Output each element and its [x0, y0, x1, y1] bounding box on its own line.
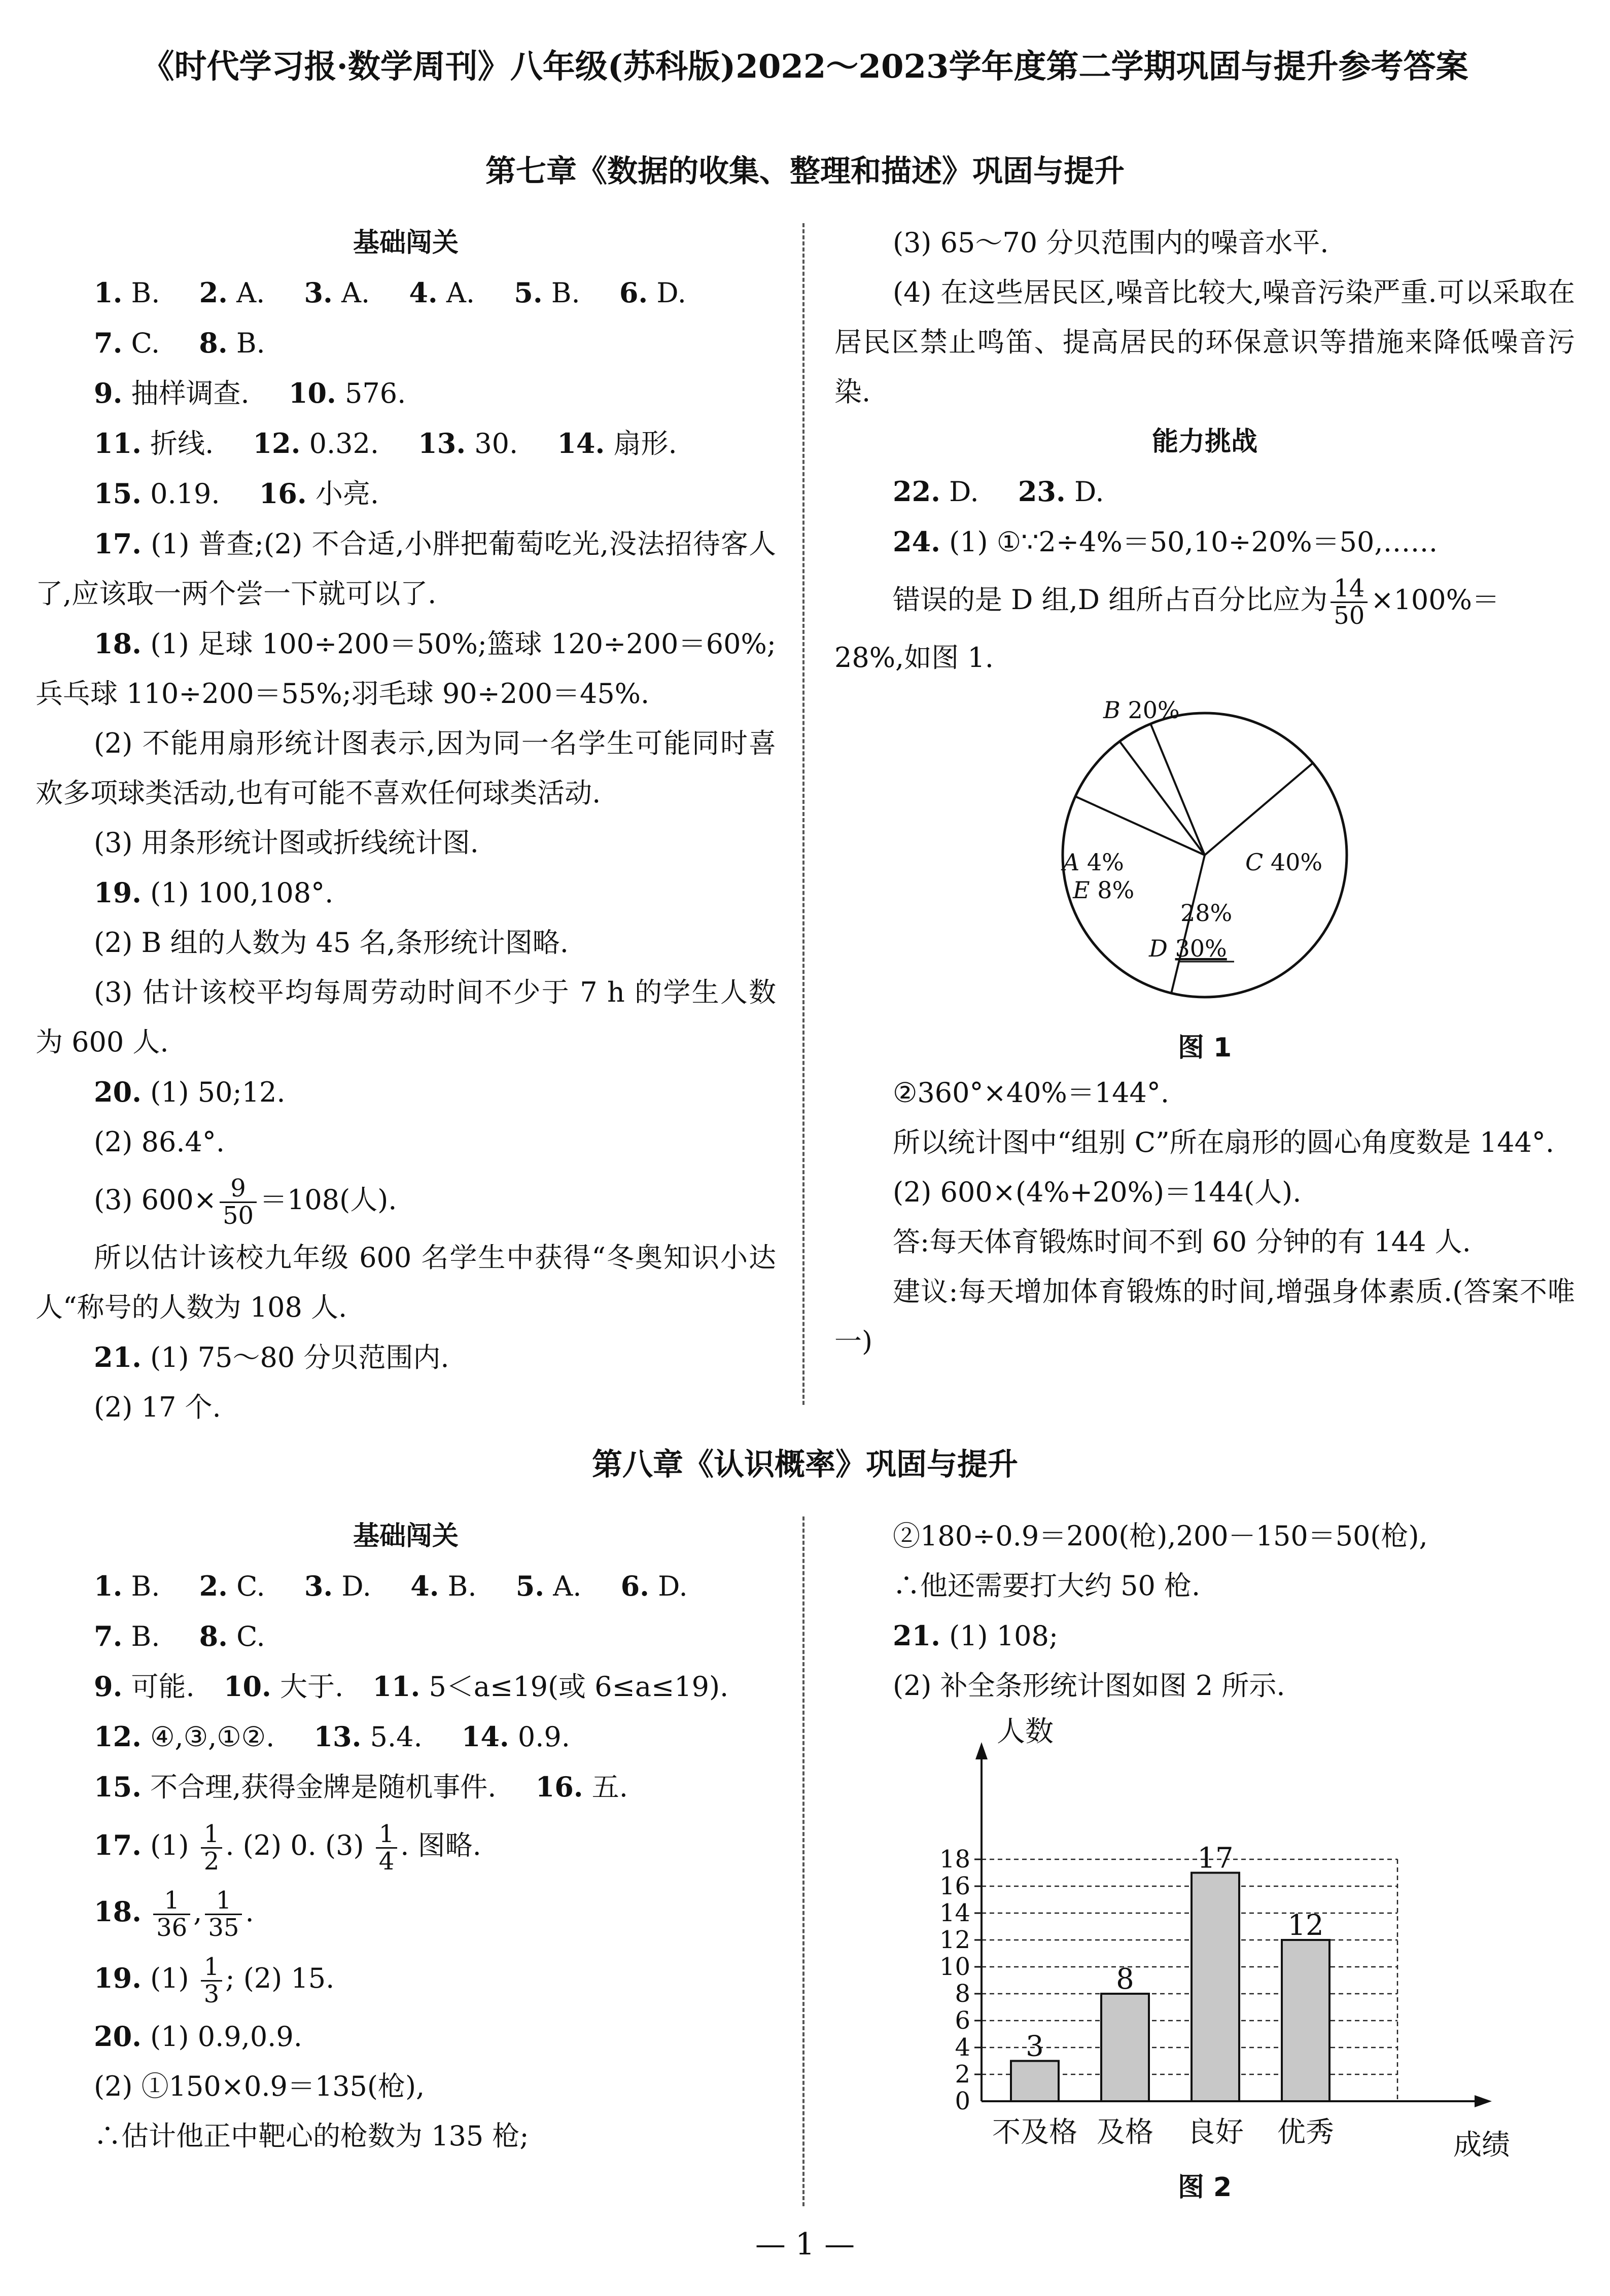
bar-chart — [834, 1711, 1575, 2167]
answer-21-1: 21. (1) 108; — [893, 1619, 1059, 1652]
answers-12-14: 12. ④,③,①②. 13. 5.4. 14. 0.9. — [94, 1720, 570, 1753]
answers-9-10: 9. 抽样调查. 10. 576. — [94, 377, 406, 409]
pie-label-d: D 30% — [1149, 935, 1227, 962]
answer-19-3: (3) 估计该校平均每周劳动时间不少于 7 h 的学生人数为 600 人. — [36, 976, 776, 1058]
answers-15-16: 15. 0.19. 16. 小亮. — [94, 477, 379, 510]
y-tick-label: 0 — [955, 2087, 970, 2115]
y-tick-label: 16 — [939, 1872, 970, 1900]
y-tick-label: 2 — [955, 2060, 970, 2089]
bar-2 — [1101, 1994, 1149, 2101]
pie-label-e: E 8% — [1073, 876, 1135, 904]
answer-20-5: ∴他还需要打大约 50 枪. — [893, 1570, 1201, 1602]
answers-22-23: 22. D. 23. D. — [893, 475, 1104, 508]
figure1-container — [834, 683, 1575, 1028]
answers-7-8: 7. C. 8. B. — [94, 327, 265, 359]
answers-15-16: 15. 不合理,获得金牌是随机事件. 16. 五. — [94, 1771, 628, 1803]
y-tick-label: 18 — [939, 1845, 970, 1874]
answer-18-3: (3) 用条形统计图或折线统计图. — [94, 827, 479, 859]
answer-21-3: (3) 65～70 分贝范围内的噪音水平. — [893, 227, 1329, 259]
answer-24-8: 建议:每天增加体育锻炼的时间,增强身体素质.(答案不唯一) — [834, 1276, 1575, 1357]
figure1-caption: 图 1 — [1177, 1033, 1232, 1063]
basic-heading: 基础闯关 — [353, 1521, 459, 1551]
answer-24-3: 28%,如图 1. — [834, 642, 994, 674]
answer-18: 18. $\frac{1}{36}$ , $\frac{1}{35}$ . — [94, 1886, 254, 1942]
answer-20-3: (3) 600× $\frac{9}{50}$ ＝108(人). — [94, 1174, 397, 1230]
y-axis-label: 人数 — [997, 1715, 1054, 1748]
chapter7-right-column — [834, 218, 1575, 1366]
answers-9-11: 9. 可能. 10. 大于. 11. 5＜a≤19(或 6≤a≤19). — [94, 1670, 729, 1703]
basic-heading: 基础闯关 — [353, 228, 459, 258]
x-axis-arrow — [1475, 2095, 1492, 2107]
answer-20-2: (2) ①150×0.9＝135(枪), — [94, 2070, 425, 2102]
page-number: — 1 — — [755, 2227, 855, 2262]
pie-label-b: B 20% — [1103, 696, 1180, 724]
answers-7-8: 7. B. 8. C. — [94, 1620, 265, 1652]
column-divider — [802, 223, 804, 1405]
answer-21-4: (4) 在这些居民区,噪音比较大,噪音污染严重.可以采取在居民区禁止鸣笛、提高居民的环保意识等措施来降低噪音污染. — [834, 276, 1575, 408]
x-tick-label: 不及格 — [992, 2116, 1077, 2149]
ability-heading: 能力挑战 — [1151, 427, 1257, 457]
answer-18-1: 18. (1) 足球 100÷200＝50%;篮球 120÷200＝60%;兵乓球 110÷200＝55%;羽毛球 90÷200＝45%. — [36, 627, 776, 710]
answer-17: 17. (1) $\frac{1}{2}$ . (2) 0. (3) $\frac{1}{4}$ . 图略. — [94, 1820, 481, 1876]
answer-21-2: (2) 补全条形统计图如图 2 所示. — [893, 1670, 1285, 1702]
fraction: $\frac{14}{50}$ — [1331, 576, 1368, 628]
y-tick-label: 8 — [955, 1980, 970, 2008]
x-tick-label: 优秀 — [1277, 2116, 1334, 2149]
answers-11-14: 11. 折线. 12. 0.32. 13. 30. 14. 扇形. — [94, 427, 677, 460]
answer-19: 19. (1) $\frac{1}{3}$ ; (2) 15. — [94, 1953, 335, 2008]
answer-21-2: (2) 17 个. — [94, 1391, 221, 1423]
answers-1-6: 1. B. 2. A. 3. A. 4. A. 5. B. 6. D. — [94, 276, 686, 309]
answer-20-1: 20. (1) 50;12. — [94, 1076, 286, 1108]
answer-18-2: (2) 不能用扇形统计图表示,因为同一名学生可能同时喜欢多项球类活动,也有可能不喜欢任何球类活动. — [36, 727, 776, 809]
answer-24-2: 错误的是 D 组,D 组所占百分比应为 $\frac{14}{50}$ ×100%＝ — [893, 574, 1499, 630]
bar-3 — [1192, 1873, 1239, 2102]
y-tick-label: 12 — [939, 1926, 970, 1954]
x-tick-label: 及格 — [1097, 2116, 1153, 2149]
fraction: $\frac{1}{35}$ — [205, 1888, 242, 1940]
page-title: 《时代学习报·数学周刊》八年级(苏科版)2022～2023学年度第二学期巩固与提升参考答案 — [142, 48, 1468, 86]
x-axis-label: 成绩 — [1453, 2129, 1510, 2162]
chapter7-left-column — [36, 218, 776, 1432]
bar-4 — [1282, 1940, 1329, 2101]
chapter8-right-column — [834, 1511, 1575, 2208]
y-tick-label: 4 — [955, 2033, 970, 2062]
answer-19-1: 19. (1) 100,108°. — [94, 876, 334, 909]
answer-20-3: ∴估计他正中靶心的枪数为 135 枪; — [94, 2120, 529, 2152]
x-tick-label: 良好 — [1187, 2116, 1244, 2149]
bar-value-label: 3 — [1026, 2030, 1044, 2063]
pie-label-c: C 40% — [1245, 849, 1323, 876]
fraction: $\frac{1}{36}$ — [153, 1888, 190, 1940]
fraction: $\frac{1}{4}$ — [376, 1821, 398, 1874]
column-divider — [802, 1516, 804, 2206]
y-tick-label: 10 — [939, 1953, 970, 1981]
bar-1 — [1011, 2061, 1059, 2102]
answer-21-1: 21. (1) 75～80 分贝范围内. — [94, 1341, 449, 1373]
chapter8-left-column — [36, 1511, 776, 2161]
fraction: $\frac{1}{3}$ — [201, 1954, 223, 2007]
answer-24-6: (2) 600×(4%+20%)＝144(人). — [893, 1176, 1302, 1208]
answer-17: 17. (1) 普查;(2) 不合适,小胖把葡萄吃光,没法招待客人了,应该取一两个尝一下就可以了. — [36, 527, 776, 610]
bar-value-label: 12 — [1287, 1909, 1324, 1942]
fraction: $\frac{9}{50}$ — [220, 1176, 257, 1228]
figure2-caption: 图 2 — [1177, 2172, 1232, 2203]
pie-correction-label: 28% — [1180, 899, 1233, 927]
pie-label-a: A 4% — [1063, 849, 1124, 876]
chapter7-title: 第七章《数据的收集、整理和描述》巩固与提升 — [485, 154, 1125, 189]
answer-24-4: ②360°×40%＝144°. — [893, 1077, 1169, 1109]
answer-24-7: 答:每天体育锻炼时间不到 60 分钟的有 144 人. — [893, 1226, 1471, 1258]
bar-value-label: 8 — [1116, 1963, 1134, 1996]
y-tick-label: 6 — [955, 2006, 970, 2035]
chapter8-title: 第八章《认识概率》巩固与提升 — [592, 1447, 1018, 1482]
answer-24-1: 24. (1) ①∵2÷4%＝50,10÷20%＝50,…… — [893, 525, 1438, 558]
answer-20-2: (2) 86.4°. — [94, 1126, 225, 1158]
y-axis-arrow — [975, 1742, 988, 1759]
answer-20-1: 20. (1) 0.9,0.9. — [94, 2020, 302, 2053]
fraction: $\frac{1}{2}$ — [201, 1821, 223, 1874]
figure2-container — [834, 1711, 1575, 2167]
answer-19-2: (2) B 组的人数为 45 名,条形统计图略. — [94, 927, 569, 959]
pie-chart — [834, 683, 1575, 1028]
answer-24-5: 所以统计图中“组别 C”所在扇形的圆心角度数是 144°. — [893, 1126, 1555, 1158]
answer-20-4: ②180÷0.9＝200(枪),200－150＝50(枪), — [893, 1520, 1428, 1552]
bar-value-label: 17 — [1197, 1842, 1234, 1875]
answers-1-6: 1. B. 2. C. 3. D. 4. B. 5. A. 6. D. — [94, 1570, 688, 1602]
y-tick-label: 14 — [939, 1899, 970, 1927]
answer-20-4: 所以估计该校九年级 600 名学生中获得“冬奥知识小达人“称号的人数为 108 人. — [36, 1242, 776, 1323]
